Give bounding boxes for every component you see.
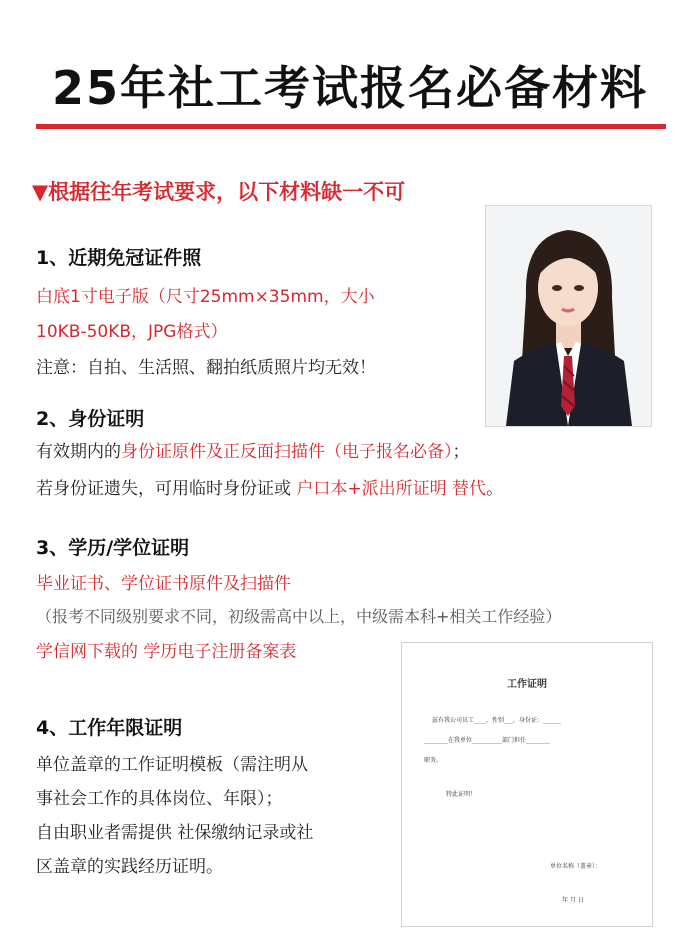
section-2-heading: 2、身份证明 [36,408,145,430]
section-3-line-3: 学信网下载的 学历电子注册备案表 [36,642,297,662]
section-2-line-1-highlight: 身份证原件及正反面扫描件（电子报名必备） [121,442,453,462]
section-1-heading: 1、近期免冠证件照 [36,247,202,269]
certificate-line-3: 职务。 [424,757,443,764]
id-photo-sample [485,205,652,427]
section-2-line-1-prefix: 有效期内的 [36,442,121,462]
title-underline [36,124,666,129]
certificate-line-5: 单位名称（盖章）： [550,863,602,870]
section-2-line-2-highlight: 户口本+派出所证明 替代 [296,479,487,499]
work-certificate-sample [401,642,653,927]
section-2-line-2 [36,474,503,499]
section-2-line-2-prefix: 若身份证遗失，可用临时身份证或 [36,479,297,499]
section-4-line-2: 事社会工作的具体岗位、年限）； [36,789,283,809]
section-4-line-4: 区盖章的实践经历证明。 [36,857,223,877]
section-2-line-1-suffix: ； [452,442,470,462]
certificate-line-6: 年 月 日 [562,897,584,904]
section-4-heading: 4、工作年限证明 [36,717,183,739]
section-3-line-1: 毕业证书、学位证书原件及扫描件 [36,574,291,594]
section-3-line-2: （报考不同级别要求不同，初级需高中以上，中级需本科+相关工作经验） [36,607,562,626]
portrait-illustration [486,206,651,426]
page-title: 25年社工考试报名必备材料 [51,61,648,115]
certificate-line-4: 特此证明！ [446,791,477,798]
lead-text: ▼根据往年考试要求，以下材料缺一不可 [32,180,406,204]
section-2-line-2-suffix: 。 [486,479,504,499]
certificate-title: 工作证明 [507,679,547,690]
section-1-line-1: 白底1寸电子版（尺寸25mm×35mm，大小 [36,287,375,307]
section-3-heading: 3、学历/学位证明 [36,537,190,559]
certificate-line-1: 兹有我公司员工____，性别___，身份证：______ [432,717,562,724]
section-1-note: 注意：自拍、生活照、翻拍纸质照片均无效！ [36,358,376,378]
section-4-line-1: 单位盖章的工作证明模板（需注明从 [36,755,308,775]
certificate-line-2: ________在我单位__________部门担任________ [424,737,551,744]
section-4-line-3: 自由职业者需提供 社保缴纳记录或社 [36,823,314,843]
section-2-line-1 [36,437,470,462]
section-1-line-2: 10KB-50KB，JPG格式） [36,322,228,342]
